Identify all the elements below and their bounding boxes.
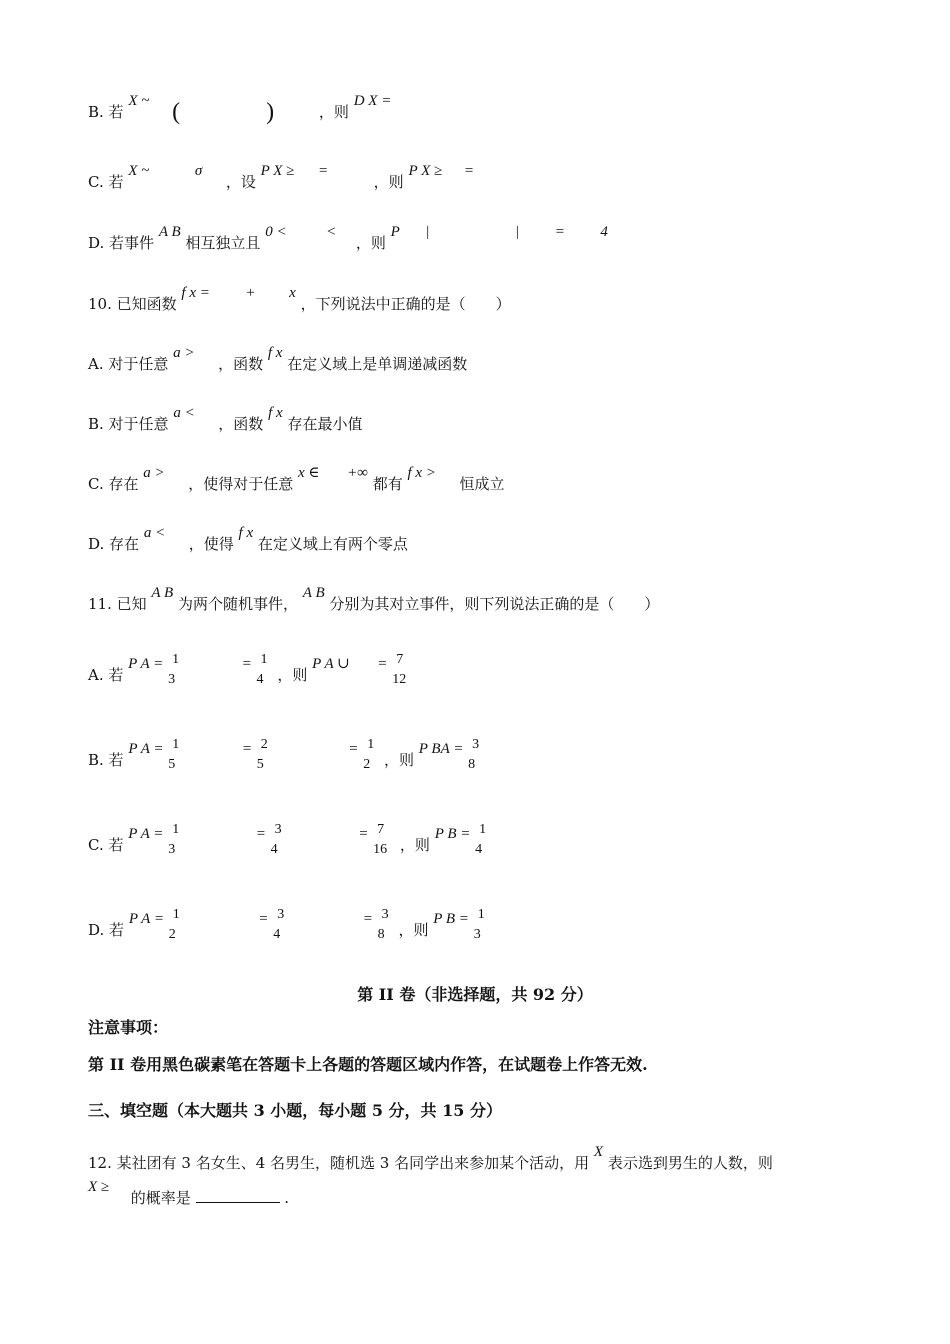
q11-stem [88, 585, 660, 615]
option-label: D. 存在 [88, 535, 140, 553]
fraction: 1 3 [168, 652, 180, 687]
text: 12. 某社团有 3 名女生、4 名男生，随机选 3 名同学出来参加某个活动，用 [88, 1154, 590, 1172]
math-expr: P A ∪ [312, 656, 350, 672]
math-expr: | [515, 224, 520, 240]
q11-option-c [88, 822, 491, 857]
option-label: C. 存在 [88, 475, 139, 493]
math-expr: A B [302, 585, 325, 601]
fraction: 1 2 [363, 737, 375, 772]
question-number: 11. 已知 [88, 595, 147, 613]
q9-option-d [88, 224, 608, 254]
q11-option-d [88, 907, 490, 942]
text: ，函数 [218, 415, 264, 433]
math-expr: = [554, 224, 565, 240]
math-expr: f x [267, 345, 283, 361]
math-expr: P B = [433, 911, 469, 927]
text: 相互独立且 [185, 234, 261, 252]
q9-option-c [88, 163, 474, 193]
math-expr: 4 [600, 224, 608, 240]
math-expr: +∞ [347, 465, 368, 481]
math-expr: = [241, 741, 252, 757]
math-expr: f x [238, 525, 254, 541]
text: 表示选到男生的人数，则 [607, 1154, 773, 1172]
text: ，则 [355, 234, 386, 252]
option-label: C. 若 [88, 836, 124, 854]
fraction: 3 8 [377, 907, 389, 942]
fraction: 3 8 [468, 737, 480, 772]
fraction: 1 2 [168, 907, 180, 942]
text: 恒成立 [459, 475, 505, 493]
math-expr: = [255, 826, 266, 842]
option-label: B. 若 [88, 103, 124, 121]
math-expr: = [463, 163, 474, 179]
q9-option-b [88, 93, 392, 125]
option-label: D. 若事件 [88, 234, 155, 252]
math-expr: = [348, 741, 359, 757]
math-expr: X [593, 1144, 604, 1160]
math-expr: + [245, 285, 256, 301]
text: ，下列说法中正确的是（ ） [300, 295, 511, 313]
math-expr: P [390, 224, 400, 240]
math-paren: ( ) [172, 99, 315, 125]
text: 在定义域上有两个零点 [257, 535, 408, 553]
text: 存在最小值 [287, 415, 363, 433]
text: 都有 [372, 475, 403, 493]
math-expr: P A = [128, 911, 164, 927]
text: ，则 [399, 836, 430, 854]
fraction: 2 5 [256, 737, 268, 772]
answer-blank[interactable] [196, 1188, 280, 1203]
text: 的概率是 [130, 1189, 191, 1207]
math-expr: D X = [353, 93, 392, 109]
option-label: B. 若 [88, 751, 124, 769]
option-label: A. 对于任意 [88, 355, 169, 373]
fraction: 1 3 [168, 822, 180, 857]
math-expr: A B [151, 585, 174, 601]
math-expr: P X ≥ [408, 163, 443, 179]
math-expr: = [362, 911, 373, 927]
text: ，则 [373, 173, 404, 191]
text: ，使得 [188, 535, 234, 553]
option-label: A. 若 [88, 666, 124, 684]
q10-option-c [88, 465, 505, 495]
math-expr: P A = [128, 741, 164, 757]
q10-option-b [88, 405, 363, 435]
option-label: D. 若 [88, 921, 125, 939]
fraction: 1 3 [473, 907, 485, 942]
math-expr: = [358, 826, 369, 842]
math-expr: A B [158, 224, 181, 240]
fraction: 1 5 [168, 737, 180, 772]
question-number: 10. 已知函数 [88, 295, 177, 313]
math-expr: P B = [434, 826, 471, 842]
math-expr: a < [173, 405, 195, 421]
fraction: 3 4 [273, 907, 285, 942]
notice-title: 注意事项： [88, 1018, 169, 1037]
text: ，则 [398, 921, 429, 939]
text: . [284, 1189, 290, 1207]
math-expr: = [317, 163, 329, 179]
text: ，设 [225, 173, 256, 191]
math-expr: f x [268, 405, 283, 421]
math-expr: x ∈ [298, 465, 320, 481]
math-expr: < [326, 224, 337, 240]
math-expr: X ~ [128, 163, 150, 179]
math-expr: P BA = [418, 741, 464, 757]
math-expr: | [425, 224, 430, 240]
math-expr: f x > [407, 465, 436, 481]
math-expr: X ≥ [88, 1179, 110, 1195]
math-expr: a < [143, 525, 166, 541]
fraction: 1 4 [475, 822, 487, 857]
math-expr: P A = [128, 656, 164, 672]
q11-option-b [88, 737, 484, 772]
math-expr: a > [173, 345, 195, 361]
part2-title: 第 II 卷（非选择题，共 92 分） [357, 985, 593, 1004]
math-expr: 0 < [265, 224, 287, 240]
math-expr: σ [194, 163, 203, 179]
section-heading: 三、填空题（本大题共 3 小题，每小题 5 分，共 15 分） [88, 1101, 502, 1120]
math-expr: P X ≥ [260, 163, 295, 179]
fraction: 1 4 [256, 652, 268, 687]
text: 分别为其对立事件，则下列说法正确的是（ ） [329, 595, 660, 613]
text: 为两个随机事件， [178, 595, 299, 613]
text: ，则 [277, 666, 308, 684]
option-label: B. 对于任意 [88, 415, 169, 433]
q10-option-d [88, 525, 408, 555]
math-expr: = [377, 656, 388, 672]
text: ，使得对于任意 [188, 475, 294, 493]
q12-line1 [88, 1144, 773, 1174]
q12-line2 [88, 1179, 290, 1209]
text: 在定义域上是单调递减函数 [287, 355, 468, 373]
text: ，函数 [218, 355, 264, 373]
math-expr: x [289, 285, 296, 301]
math-expr: = [258, 911, 269, 927]
text: ，则 [383, 751, 414, 769]
notice-body: 第 II 卷用黑色碳素笔在答题卡上各题的答题区域内作答，在试题卷上作答无效. [88, 1055, 648, 1074]
q10-stem [88, 285, 511, 315]
q11-option-a [88, 652, 414, 687]
text: ，则 [318, 103, 349, 121]
fraction: 3 4 [270, 822, 282, 857]
option-label: C. 若 [88, 173, 124, 191]
math-expr: a > [143, 465, 165, 481]
math-expr: P A = [128, 826, 164, 842]
math-expr: = [241, 656, 252, 672]
fraction: 7 16 [373, 822, 388, 857]
fraction: 7 12 [392, 652, 407, 687]
q10-option-a [88, 345, 468, 375]
math-expr: f x = [181, 285, 210, 301]
math-expr: X ~ [128, 93, 150, 109]
